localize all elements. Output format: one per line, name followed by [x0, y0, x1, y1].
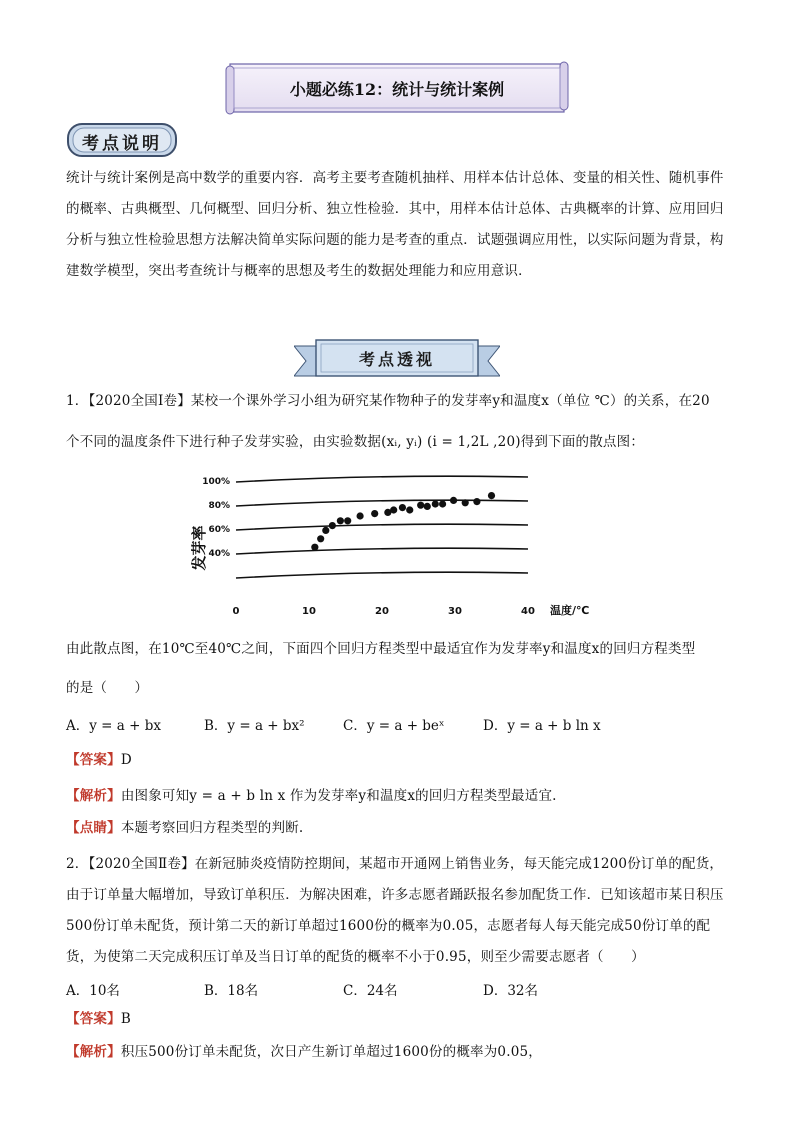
answer-tag: 【答案】 — [66, 752, 121, 768]
x-tick-label: 0 — [232, 606, 240, 617]
x-axis-ticks — [233, 606, 535, 617]
intro-line: 分析与独立性检验思想方法解决简单实际问题的能力是考查的重点．试题强调应用性，以实际问题为背景，构 — [66, 232, 724, 248]
section-badge — [66, 122, 178, 158]
scatter-point — [439, 500, 446, 507]
q1-option-d: D．y = a + b ln x — [483, 718, 601, 734]
title-banner — [224, 60, 570, 116]
scatter-point — [311, 544, 318, 551]
q2-stem-line: 货，为使第二天完成积压订单及当日订单的配货的概率不小于0.95，则至少需要志愿者（ ） — [66, 949, 645, 965]
scatter-point — [317, 535, 324, 542]
section-badge-label: 考点说明 — [82, 134, 162, 154]
analysis-tag: 【解析】 — [66, 1044, 121, 1060]
intro-paragraph — [66, 163, 736, 287]
intro-line: 统计与统计案例是高中数学的重要内容．高考主要考查随机抽样、用样本估计总体、变量的相关性、随机事件 — [66, 170, 724, 186]
x-tick-label: 30 — [448, 606, 462, 617]
guide-line — [236, 476, 528, 482]
q1-option-c: C．y = a + beˣ — [343, 718, 445, 734]
scatter-point — [329, 522, 336, 529]
q2-option-c: C．24名 — [343, 983, 398, 999]
scatter-point — [488, 492, 495, 499]
scatter-point — [462, 499, 469, 506]
x-tick-label: 20 — [375, 606, 389, 617]
q1-stem-line: 由此散点图，在10℃至40℃之间，下面四个回归方程类型中最适宜作为发芽率y和温度x的回归方程类型 — [66, 641, 696, 657]
guide-line — [236, 500, 528, 506]
scatter-point — [432, 500, 439, 507]
scatter-point — [399, 504, 406, 511]
scatter-point — [417, 502, 424, 509]
analysis-text: 由图象可知y = a + b ln x 作为发芽率y和温度x的回归方程类型最适宜. — [120, 788, 557, 804]
note-tag: 【点睛】 — [66, 820, 121, 836]
x-tick-label: 40 — [521, 606, 535, 617]
q2-answer — [66, 1004, 131, 1035]
scatter-point — [390, 506, 397, 513]
q1-stem-line: 个不同的温度条件下进行种子发芽实验，由实验数据(xᵢ, yᵢ) (i = 1,2L ,20)得到下面的散点图： — [66, 434, 645, 450]
guide-line — [236, 572, 528, 578]
y-axis-label: 发芽率 — [190, 525, 208, 571]
x-tick-label: 10 — [302, 606, 316, 617]
y-tick-label: 80% — [208, 501, 230, 511]
scatter-point — [406, 506, 413, 513]
analysis-tag: 【解析】 — [66, 788, 121, 804]
q1-stem-line: 的是（ ） — [66, 680, 149, 696]
guide-line — [236, 548, 528, 554]
page-title: 小题必练12：统计与统计案例 — [289, 80, 505, 99]
answer-value: B — [120, 1011, 131, 1027]
q1-note — [66, 813, 746, 844]
scatter-point — [344, 517, 351, 524]
q1-answer — [66, 745, 132, 776]
x-axis-label: 温度/℃ — [550, 604, 590, 617]
answer-tag: 【答案】 — [66, 1011, 121, 1027]
scatter-point — [357, 512, 364, 519]
scatter-point — [473, 498, 480, 505]
q1-analysis — [66, 781, 746, 812]
q1-stem-line: 1．【2020全国Ⅰ卷】某校一个课外学习小组为研究某作物种子的发芽率y和温度x（单位 ℃）的关系，在20 — [66, 393, 710, 409]
q2-stem-line: 2．【2020全国Ⅱ卷】在新冠肺炎疫情防控期间，某超市开通网上销售业务，每天能完成1200份订单的配货， — [66, 856, 724, 872]
q2-analysis — [66, 1037, 746, 1068]
q2-option-b: B．18名 — [204, 983, 259, 999]
note-text: 本题考察回归方程类型的判断. — [120, 820, 304, 836]
intro-line: 建数学模型，突出考查统计与概率的思想及考生的数据处理能力和应用意识． — [66, 263, 532, 279]
y-tick-label: 60% — [208, 525, 230, 535]
scatter-point — [424, 503, 431, 510]
section-ribbon-label: 考点透视 — [358, 350, 435, 369]
scatter-point — [371, 510, 378, 517]
scatter-point — [337, 517, 344, 524]
q1-option-a: A．y = a + bx — [66, 718, 161, 734]
scatter-chart — [190, 466, 620, 626]
analysis-text: 积压500份订单未配货，次日产生新订单超过1600份的概率为0.05， — [120, 1044, 542, 1060]
q2-stem-line: 500份订单未配货，预计第二天的新订单超过1600份的概率为0.05，志愿者每人每天能完成50份订单的配 — [66, 918, 711, 934]
y-tick-label: 100% — [202, 477, 230, 487]
chart-guide-lines — [236, 476, 528, 578]
scatter-point — [450, 497, 457, 504]
scatter-point — [322, 527, 329, 534]
guide-line — [236, 524, 528, 530]
q2-stem — [66, 849, 756, 973]
q2-stem-line: 由于订单量大幅增加，导致订单积压．为解决困难，许多志愿者踊跃报名参加配货工作．已知该超市某日积压 — [66, 887, 724, 903]
y-tick-label: 40% — [208, 549, 230, 559]
answer-value: D — [120, 752, 132, 768]
q2-option-d: D．32名 — [483, 983, 539, 999]
q2-option-a: A．10名 — [66, 983, 120, 999]
q1-option-b: B．y = a + bx² — [204, 718, 305, 734]
section-ribbon — [294, 338, 500, 382]
intro-line: 的概率、古典概型、几何概型、回归分析、独立性检验．其中，用样本估计总体、古典概率的计算、应用回归 — [66, 201, 724, 217]
